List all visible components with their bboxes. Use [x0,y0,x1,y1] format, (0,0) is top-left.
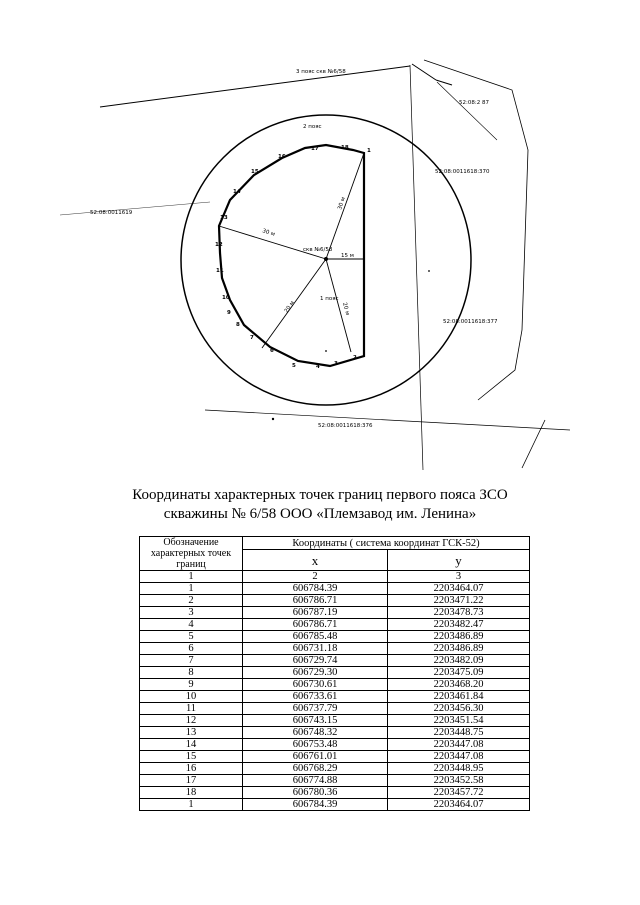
x-coordinate: 606784.39 [243,799,388,811]
point-label: 16 [278,154,286,160]
y-coordinate: 2203461.84 [388,691,530,703]
y-coordinate: 2203457.72 [388,787,530,799]
table-row [140,763,530,775]
table-row [140,679,530,691]
point-id: 5 [140,631,243,643]
table-row [140,655,530,667]
table-row [140,727,530,739]
table-header-row [140,537,530,550]
table-row [140,583,530,595]
cadastral-bottom: 52:08:0011618:376 [318,423,373,429]
table-row [140,691,530,703]
table-row [140,619,530,631]
point-id: 15 [140,751,243,763]
survey-marker [428,270,430,272]
x-coordinate: 606743.15 [243,715,388,727]
x-coordinate: 606748.32 [243,727,388,739]
point-id: 4 [140,619,243,631]
table-row [140,787,530,799]
distance-label: 20 м [341,301,351,316]
point-label: 14 [233,189,241,195]
distance-label: 30 м [261,228,276,238]
header-y: y [388,550,530,571]
point-id: 7 [140,655,243,667]
point-id: 10 [140,691,243,703]
zone2-label: 2 пояс [303,124,322,130]
x-coordinate: 606786.71 [243,619,388,631]
point-label: 1 [367,148,371,154]
table-title-line2: скважины № 6/58 ООО «Племзавод им. Ленина» [163,506,477,522]
table-row [140,595,530,607]
zone1-label: 1 пояс [320,296,339,302]
y-coordinate: 2203471.22 [388,595,530,607]
point-label: 3 [334,361,338,367]
point-label: 7 [250,335,254,341]
table-row [140,715,530,727]
column-number: 3 [388,571,530,583]
x-coordinate: 606785.48 [243,631,388,643]
cadastral-right-upper: 52:08:0011618:370 [435,169,490,175]
point-label: 17 [311,146,319,152]
point-id: 9 [140,679,243,691]
table-row [140,607,530,619]
point-id: 3 [140,607,243,619]
x-coordinate: 606733.61 [243,691,388,703]
y-coordinate: 2203447.08 [388,739,530,751]
y-coordinate: 2203451.54 [388,715,530,727]
y-coordinate: 2203448.95 [388,763,530,775]
point-label: 15 [251,169,259,175]
x-coordinate: 606737.79 [243,703,388,715]
point-id: 14 [140,739,243,751]
x-coordinate: 606730.61 [243,679,388,691]
x-coordinate: 606729.74 [243,655,388,667]
y-coordinate: 2203448.75 [388,727,530,739]
table-row [140,703,530,715]
header-point-name: Обозначение характерных точек границ [140,537,243,571]
x-coordinate: 606786.71 [243,595,388,607]
point-label: 10 [222,295,230,301]
point-id: 6 [140,643,243,655]
x-coordinate: 606761.01 [243,751,388,763]
x-coordinate: 606731.18 [243,643,388,655]
point-label: 4 [316,364,320,370]
point-label: 18 [341,145,349,151]
column-number: 1 [140,571,243,583]
y-coordinate: 2203464.07 [388,799,530,811]
cadastral-left: 52:08:0011619 [90,210,133,216]
y-coordinate: 2203447.08 [388,751,530,763]
point-id: 16 [140,763,243,775]
point-label: 11 [216,268,224,274]
survey-marker [272,418,274,420]
table-row [140,643,530,655]
y-coordinate: 2203486.89 [388,631,530,643]
point-id: 1 [140,583,243,595]
header-coordinates: Координаты ( система координат ГСК-52) [243,537,530,550]
y-coordinate: 2203456.30 [388,703,530,715]
y-coordinate: 2203468.20 [388,679,530,691]
zone3-label: 3 пояс скв №6/58 [296,69,346,75]
x-coordinate: 606729.30 [243,667,388,679]
column-number: 2 [243,571,388,583]
point-id: 12 [140,715,243,727]
header-x: x [243,550,388,571]
x-coordinate: 606774.88 [243,775,388,787]
y-coordinate: 2203486.89 [388,643,530,655]
point-label: 12 [215,242,223,248]
y-coordinate: 2203482.09 [388,655,530,667]
x-coordinate: 606780.36 [243,787,388,799]
x-coordinate: 606784.39 [243,583,388,595]
point-id: 8 [140,667,243,679]
table-title-line1: Координаты характерных точек границ первого пояса ЗСО [132,487,508,503]
table-row [140,739,530,751]
cadastral-top-right: 52:08:2 87 [459,100,489,106]
y-coordinate: 2203464.07 [388,583,530,595]
well-marker [324,257,328,261]
point-label: 9 [227,310,231,316]
point-label: 8 [236,322,240,328]
point-id: 1 [140,799,243,811]
well-label: скв №6/58 [303,247,333,253]
x-coordinate: 606753.48 [243,739,388,751]
point-id: 17 [140,775,243,787]
point-label: 6 [270,348,274,354]
survey-marker [325,350,327,352]
y-coordinate: 2203452.58 [388,775,530,787]
distance-label: 15 м [341,253,354,259]
point-id: 2 [140,595,243,607]
column-number-row [140,571,530,583]
y-coordinate: 2203478.73 [388,607,530,619]
table-row [140,799,530,811]
coordinates-table [139,536,530,811]
point-id: 18 [140,787,243,799]
table-row [140,775,530,787]
cadastral-right-lower: 52:08:0011618:377 [443,319,498,325]
table-row [140,667,530,679]
point-label: 2 [353,355,357,361]
table-row [140,631,530,643]
table-row [140,751,530,763]
x-coordinate: 606787.19 [243,607,388,619]
y-coordinate: 2203475.09 [388,667,530,679]
point-label: 5 [292,363,296,369]
point-id: 11 [140,703,243,715]
distance-label: 30 м [337,196,347,211]
distance-label: 20 м [283,300,297,315]
point-label: 13 [220,215,228,221]
x-coordinate: 606768.29 [243,763,388,775]
point-id: 13 [140,727,243,739]
y-coordinate: 2203482.47 [388,619,530,631]
boundary-lines [60,60,570,470]
